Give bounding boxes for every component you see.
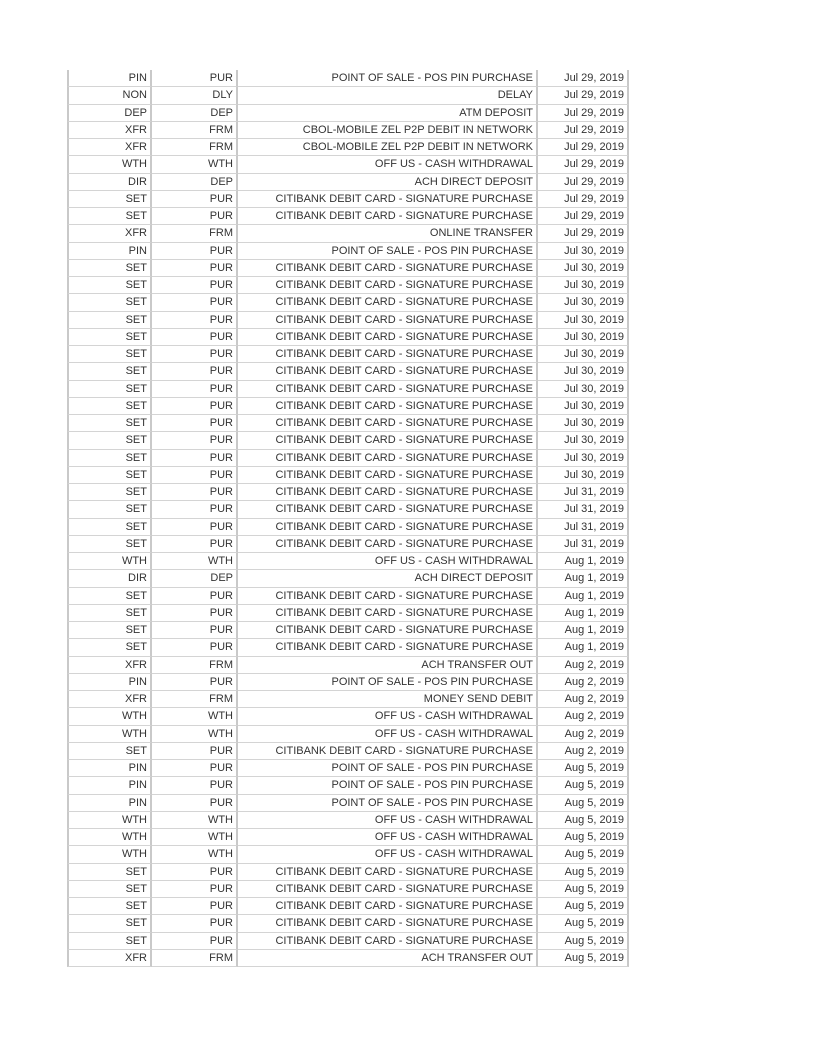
transaction-type-cell: PIN [67,777,152,794]
table-row [67,519,629,536]
table-row [67,743,629,760]
date-cell: Jul 31, 2019 [538,484,629,501]
date-cell: Aug 1, 2019 [538,622,629,639]
transaction-subtype-cell: PUR [152,639,238,656]
transaction-subtype-cell: PUR [152,243,238,260]
description-cell: CITIBANK DEBIT CARD - SIGNATURE PURCHASE [238,346,538,363]
transaction-type-cell: XFR [67,225,152,242]
date-cell: Jul 30, 2019 [538,467,629,484]
table-row [67,174,629,191]
transaction-subtype-cell: FRM [152,691,238,708]
description-cell: CITIBANK DEBIT CARD - SIGNATURE PURCHASE [238,501,538,518]
description-cell: CITIBANK DEBIT CARD - SIGNATURE PURCHASE [238,898,538,915]
transaction-type-cell: SET [67,484,152,501]
date-cell: Aug 2, 2019 [538,657,629,674]
table-row [67,139,629,156]
transaction-type-cell: SET [67,588,152,605]
transaction-subtype-cell: PUR [152,501,238,518]
table-row [67,639,629,656]
transaction-type-cell: WTH [67,708,152,725]
transaction-type-cell: WTH [67,812,152,829]
description-cell: ACH DIRECT DEPOSIT [238,174,538,191]
date-cell: Jul 29, 2019 [538,139,629,156]
description-cell: CITIBANK DEBIT CARD - SIGNATURE PURCHASE [238,536,538,553]
description-cell: CITIBANK DEBIT CARD - SIGNATURE PURCHASE [238,294,538,311]
table-row [67,312,629,329]
transaction-type-cell: WTH [67,553,152,570]
description-cell: POINT OF SALE - POS PIN PURCHASE [238,795,538,812]
transaction-subtype-cell: WTH [152,846,238,863]
date-cell: Aug 1, 2019 [538,553,629,570]
transaction-subtype-cell: PUR [152,519,238,536]
transaction-subtype-cell: PUR [152,484,238,501]
description-cell: OFF US - CASH WITHDRAWAL [238,156,538,173]
table-row [67,795,629,812]
transaction-subtype-cell: WTH [152,829,238,846]
date-cell: Jul 30, 2019 [538,260,629,277]
transaction-type-cell: PIN [67,760,152,777]
transaction-subtype-cell: PUR [152,329,238,346]
transaction-type-cell: SET [67,743,152,760]
transaction-type-cell: SET [67,346,152,363]
transaction-type-cell: XFR [67,657,152,674]
transaction-subtype-cell: PUR [152,415,238,432]
date-cell: Jul 30, 2019 [538,450,629,467]
transaction-subtype-cell: PUR [152,898,238,915]
description-cell: POINT OF SALE - POS PIN PURCHASE [238,777,538,794]
transaction-type-cell: XFR [67,950,152,967]
transaction-type-cell: WTH [67,846,152,863]
transaction-subtype-cell: PUR [152,277,238,294]
transaction-type-cell: NON [67,87,152,104]
transaction-subtype-cell: PUR [152,743,238,760]
transaction-subtype-cell: FRM [152,139,238,156]
transaction-type-cell: SET [67,881,152,898]
table-row [67,381,629,398]
transaction-type-cell: SET [67,898,152,915]
description-cell: CITIBANK DEBIT CARD - SIGNATURE PURCHASE [238,191,538,208]
description-cell: POINT OF SALE - POS PIN PURCHASE [238,243,538,260]
transaction-type-cell: SET [67,432,152,449]
date-cell: Jul 29, 2019 [538,225,629,242]
table-row [67,691,629,708]
description-cell: POINT OF SALE - POS PIN PURCHASE [238,674,538,691]
transaction-type-cell: SET [67,915,152,932]
date-cell: Jul 31, 2019 [538,536,629,553]
transaction-table [67,70,629,967]
transaction-subtype-cell: PUR [152,294,238,311]
date-cell: Jul 29, 2019 [538,208,629,225]
transaction-subtype-cell: PUR [152,381,238,398]
description-cell: OFF US - CASH WITHDRAWAL [238,726,538,743]
transaction-type-cell: SET [67,501,152,518]
description-cell: CBOL-MOBILE ZEL P2P DEBIT IN NETWORK [238,139,538,156]
date-cell: Aug 2, 2019 [538,708,629,725]
transaction-subtype-cell: PUR [152,70,238,87]
table-row [67,570,629,587]
date-cell: Jul 30, 2019 [538,243,629,260]
transaction-type-cell: SET [67,519,152,536]
description-cell: CITIBANK DEBIT CARD - SIGNATURE PURCHASE [238,484,538,501]
table-row [67,588,629,605]
date-cell: Aug 1, 2019 [538,570,629,587]
description-cell: CITIBANK DEBIT CARD - SIGNATURE PURCHASE [238,363,538,380]
table-row [67,553,629,570]
transaction-type-cell: WTH [67,726,152,743]
transaction-type-cell: XFR [67,691,152,708]
transaction-subtype-cell: PUR [152,588,238,605]
description-cell: OFF US - CASH WITHDRAWAL [238,829,538,846]
date-cell: Jul 31, 2019 [538,519,629,536]
transaction-subtype-cell: PUR [152,536,238,553]
date-cell: Jul 30, 2019 [538,363,629,380]
table-row [67,898,629,915]
transaction-type-cell: SET [67,312,152,329]
date-cell: Jul 29, 2019 [538,191,629,208]
transaction-subtype-cell: PUR [152,605,238,622]
description-cell: CITIBANK DEBIT CARD - SIGNATURE PURCHASE [238,432,538,449]
date-cell: Aug 2, 2019 [538,743,629,760]
transaction-subtype-cell: PUR [152,915,238,932]
transaction-subtype-cell: PUR [152,398,238,415]
transaction-type-cell: PIN [67,70,152,87]
transaction-subtype-cell: DLY [152,87,238,104]
transaction-subtype-cell: DEP [152,174,238,191]
description-cell: CITIBANK DEBIT CARD - SIGNATURE PURCHASE [238,381,538,398]
transaction-subtype-cell: PUR [152,432,238,449]
description-cell: CITIBANK DEBIT CARD - SIGNATURE PURCHASE [238,864,538,881]
table-row [67,156,629,173]
transaction-type-cell: SET [67,536,152,553]
description-cell: CITIBANK DEBIT CARD - SIGNATURE PURCHASE [238,415,538,432]
description-cell: CITIBANK DEBIT CARD - SIGNATURE PURCHASE [238,398,538,415]
description-cell: OFF US - CASH WITHDRAWAL [238,708,538,725]
date-cell: Aug 5, 2019 [538,829,629,846]
date-cell: Aug 5, 2019 [538,864,629,881]
table-row [67,657,629,674]
transaction-type-cell: DIR [67,174,152,191]
description-cell: OFF US - CASH WITHDRAWAL [238,553,538,570]
description-cell: CITIBANK DEBIT CARD - SIGNATURE PURCHASE [238,639,538,656]
table-row [67,846,629,863]
description-cell: CBOL-MOBILE ZEL P2P DEBIT IN NETWORK [238,122,538,139]
date-cell: Jul 30, 2019 [538,415,629,432]
description-cell: CITIBANK DEBIT CARD - SIGNATURE PURCHASE [238,881,538,898]
date-cell: Aug 5, 2019 [538,777,629,794]
table-row [67,191,629,208]
description-cell: CITIBANK DEBIT CARD - SIGNATURE PURCHASE [238,208,538,225]
transaction-subtype-cell: PUR [152,933,238,950]
transaction-subtype-cell: PUR [152,208,238,225]
table-row [67,329,629,346]
table-row [67,260,629,277]
description-cell: CITIBANK DEBIT CARD - SIGNATURE PURCHASE [238,312,538,329]
table-row [67,87,629,104]
transaction-subtype-cell: PUR [152,312,238,329]
description-cell: ACH TRANSFER OUT [238,950,538,967]
transaction-type-cell: SET [67,933,152,950]
date-cell: Jul 29, 2019 [538,87,629,104]
transaction-type-cell: WTH [67,829,152,846]
transaction-subtype-cell: WTH [152,708,238,725]
transaction-subtype-cell: FRM [152,657,238,674]
transaction-subtype-cell: PUR [152,881,238,898]
description-cell: CITIBANK DEBIT CARD - SIGNATURE PURCHASE [238,277,538,294]
description-cell: MONEY SEND DEBIT [238,691,538,708]
date-cell: Aug 5, 2019 [538,812,629,829]
date-cell: Jul 30, 2019 [538,277,629,294]
transaction-type-cell: SET [67,191,152,208]
date-cell: Jul 31, 2019 [538,501,629,518]
date-cell: Jul 30, 2019 [538,329,629,346]
table-row [67,777,629,794]
date-cell: Jul 30, 2019 [538,312,629,329]
description-cell: CITIBANK DEBIT CARD - SIGNATURE PURCHASE [238,260,538,277]
date-cell: Aug 5, 2019 [538,760,629,777]
description-cell: POINT OF SALE - POS PIN PURCHASE [238,760,538,777]
table-row [67,105,629,122]
description-cell: ATM DEPOSIT [238,105,538,122]
transaction-subtype-cell: PUR [152,467,238,484]
transaction-type-cell: SET [67,381,152,398]
table-row [67,484,629,501]
date-cell: Jul 30, 2019 [538,381,629,398]
transaction-subtype-cell: PUR [152,795,238,812]
description-cell: OFF US - CASH WITHDRAWAL [238,812,538,829]
transaction-subtype-cell: PUR [152,777,238,794]
date-cell: Jul 29, 2019 [538,105,629,122]
date-cell: Jul 29, 2019 [538,174,629,191]
table-row [67,70,629,87]
description-cell: CITIBANK DEBIT CARD - SIGNATURE PURCHASE [238,605,538,622]
description-cell: OFF US - CASH WITHDRAWAL [238,846,538,863]
table-row [67,674,629,691]
description-cell: CITIBANK DEBIT CARD - SIGNATURE PURCHASE [238,933,538,950]
table-row [67,950,629,967]
transaction-type-cell: SET [67,639,152,656]
transaction-subtype-cell: FRM [152,225,238,242]
table-row [67,726,629,743]
date-cell: Jul 29, 2019 [538,156,629,173]
table-row [67,501,629,518]
transaction-subtype-cell: PUR [152,674,238,691]
transaction-subtype-cell: PUR [152,346,238,363]
transaction-type-cell: SET [67,208,152,225]
table-row [67,225,629,242]
transaction-type-cell: SET [67,363,152,380]
table-row [67,346,629,363]
description-cell: CITIBANK DEBIT CARD - SIGNATURE PURCHASE [238,329,538,346]
description-cell: ONLINE TRANSFER [238,225,538,242]
transaction-type-cell: SET [67,622,152,639]
transaction-subtype-cell: PUR [152,864,238,881]
transaction-subtype-cell: PUR [152,363,238,380]
date-cell: Aug 1, 2019 [538,588,629,605]
table-row [67,812,629,829]
table-row [67,467,629,484]
date-cell: Jul 30, 2019 [538,432,629,449]
table-row [67,122,629,139]
date-cell: Aug 2, 2019 [538,691,629,708]
description-cell: POINT OF SALE - POS PIN PURCHASE [238,70,538,87]
date-cell: Aug 2, 2019 [538,674,629,691]
transaction-subtype-cell: WTH [152,553,238,570]
table-row [67,864,629,881]
date-cell: Aug 1, 2019 [538,605,629,622]
transaction-type-cell: XFR [67,139,152,156]
table-row [67,450,629,467]
transaction-type-cell: PIN [67,243,152,260]
date-cell: Aug 2, 2019 [538,726,629,743]
transaction-type-cell: DEP [67,105,152,122]
transaction-subtype-cell: PUR [152,450,238,467]
transaction-subtype-cell: DEP [152,570,238,587]
transaction-type-cell: SET [67,450,152,467]
date-cell: Aug 5, 2019 [538,881,629,898]
table-row [67,933,629,950]
table-row [67,622,629,639]
description-cell: CITIBANK DEBIT CARD - SIGNATURE PURCHASE [238,622,538,639]
table-row [67,277,629,294]
table-row [67,398,629,415]
transaction-subtype-cell: PUR [152,760,238,777]
date-cell: Jul 30, 2019 [538,398,629,415]
description-cell: DELAY [238,87,538,104]
table-row [67,760,629,777]
date-cell: Aug 5, 2019 [538,898,629,915]
description-cell: CITIBANK DEBIT CARD - SIGNATURE PURCHASE [238,588,538,605]
date-cell: Jul 30, 2019 [538,294,629,311]
table-row [67,708,629,725]
transaction-subtype-cell: FRM [152,122,238,139]
transaction-type-cell: XFR [67,122,152,139]
date-cell: Aug 5, 2019 [538,795,629,812]
transaction-type-cell: SET [67,467,152,484]
description-cell: CITIBANK DEBIT CARD - SIGNATURE PURCHASE [238,915,538,932]
date-cell: Aug 5, 2019 [538,915,629,932]
transaction-type-cell: SET [67,398,152,415]
transaction-subtype-cell: WTH [152,726,238,743]
transaction-type-cell: SET [67,605,152,622]
table-row [67,415,629,432]
transaction-type-cell: DIR [67,570,152,587]
table-row [67,605,629,622]
transaction-subtype-cell: DEP [152,105,238,122]
transaction-type-cell: SET [67,294,152,311]
transaction-subtype-cell: WTH [152,156,238,173]
transaction-type-cell: SET [67,329,152,346]
description-cell: CITIBANK DEBIT CARD - SIGNATURE PURCHASE [238,450,538,467]
description-cell: ACH DIRECT DEPOSIT [238,570,538,587]
date-cell: Jul 29, 2019 [538,70,629,87]
transaction-type-cell: SET [67,864,152,881]
transaction-subtype-cell: PUR [152,622,238,639]
transaction-type-cell: SET [67,260,152,277]
transaction-type-cell: WTH [67,156,152,173]
transaction-type-cell: PIN [67,674,152,691]
transaction-type-cell: PIN [67,795,152,812]
description-cell: ACH TRANSFER OUT [238,657,538,674]
table-row [67,915,629,932]
transaction-subtype-cell: FRM [152,950,238,967]
date-cell: Aug 5, 2019 [538,933,629,950]
table-row [67,294,629,311]
date-cell: Aug 5, 2019 [538,950,629,967]
table-row [67,432,629,449]
transaction-subtype-cell: PUR [152,191,238,208]
date-cell: Jul 29, 2019 [538,122,629,139]
description-cell: CITIBANK DEBIT CARD - SIGNATURE PURCHASE [238,467,538,484]
table-row [67,536,629,553]
table-row [67,881,629,898]
table-row [67,829,629,846]
transaction-subtype-cell: WTH [152,812,238,829]
date-cell: Aug 5, 2019 [538,846,629,863]
table-row [67,363,629,380]
date-cell: Jul 30, 2019 [538,346,629,363]
transaction-type-cell: SET [67,415,152,432]
transaction-type-cell: SET [67,277,152,294]
table-row [67,208,629,225]
date-cell: Aug 1, 2019 [538,639,629,656]
table-row [67,243,629,260]
description-cell: CITIBANK DEBIT CARD - SIGNATURE PURCHASE [238,743,538,760]
transaction-subtype-cell: PUR [152,260,238,277]
description-cell: CITIBANK DEBIT CARD - SIGNATURE PURCHASE [238,519,538,536]
